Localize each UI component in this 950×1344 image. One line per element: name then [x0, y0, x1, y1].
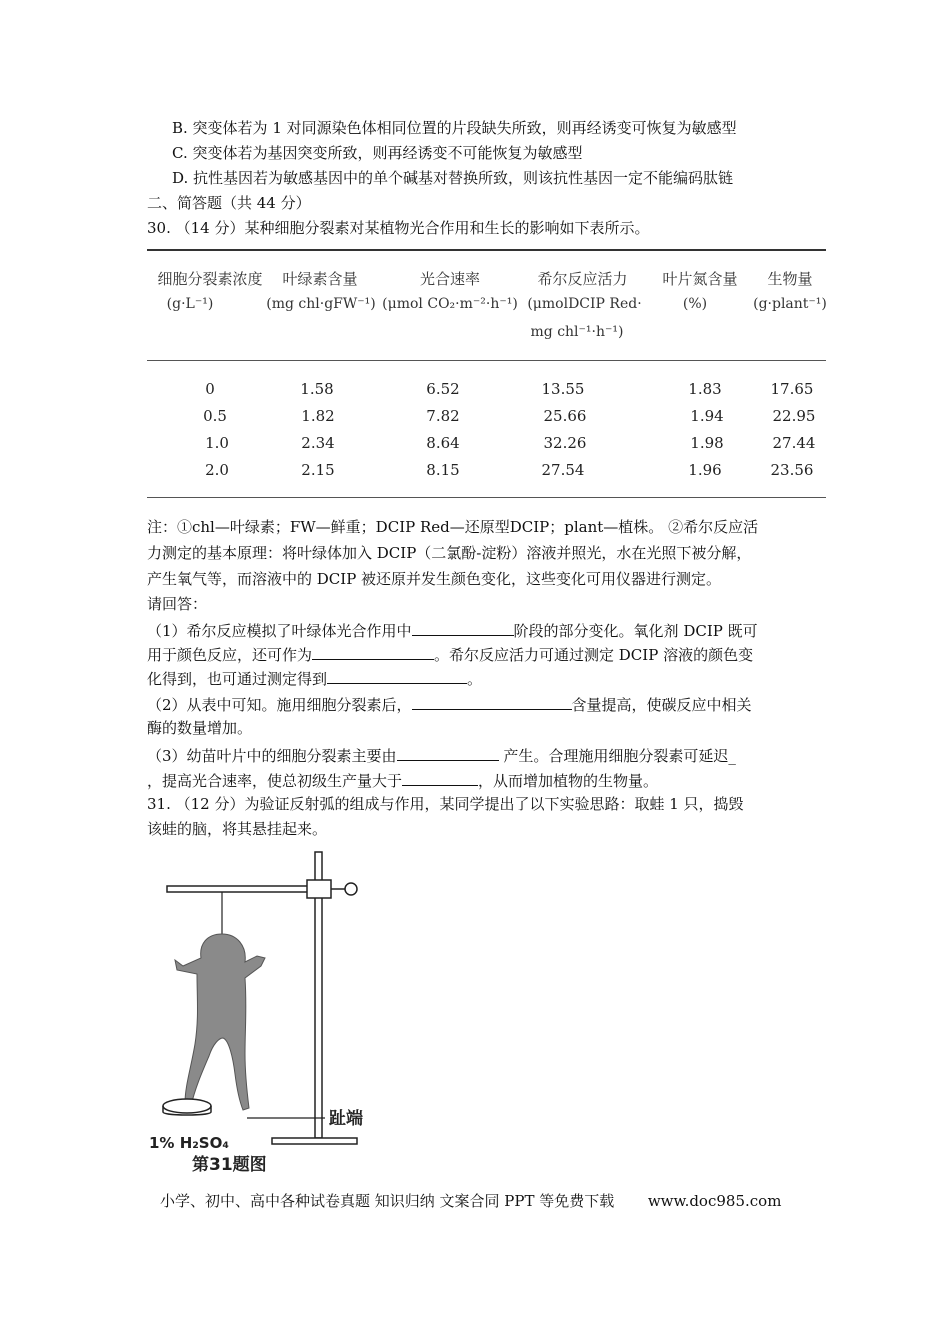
stand-base — [272, 1138, 357, 1144]
stand-arm — [167, 886, 317, 892]
option-d: D. 抗性基因若为敏感基因中的单个碱基对替换所致，则该抗性基因一定不能编码肽链 — [172, 169, 734, 187]
footer-text: 小学、初中、高中各种试卷真题 知识归纳 文案合同 PPT 等免费下载 — [160, 1192, 615, 1210]
table-cell: 0 — [205, 380, 215, 398]
table-cell: 22.95 — [772, 407, 816, 425]
table-cell: 1.0 — [205, 434, 229, 452]
q30-intro: 30. （14 分）某种细胞分裂素对某植物光合作用和生长的影响如下表所示。 — [147, 219, 650, 237]
answer-blank-5[interactable] — [397, 744, 499, 761]
answer-blank-1[interactable] — [412, 619, 514, 636]
table-header-5: 生物量 — [767, 270, 813, 288]
table-cell: 17.65 — [770, 380, 814, 398]
table-bottom-rule — [147, 497, 826, 498]
q30-part2-text-a: （2）从表中可知。施用细胞分裂素后， — [147, 696, 412, 714]
answer-blank-2[interactable] — [312, 643, 434, 660]
note-line-3: 产生氧气等，而溶液中的 DCIP 被还原并发生颜色变化，这些变化可用仪器进行测定。 — [147, 570, 722, 588]
q30-part1-line2 — [147, 643, 753, 665]
table-header-4: 叶片氮含量 — [662, 270, 738, 288]
table-top-rule — [147, 249, 826, 251]
frog-silhouette — [175, 934, 265, 1110]
q30-part2-line2: 酶的数量增加。 — [147, 719, 253, 737]
q30-part1-text-c: 用于颜色反应，还可作为 — [147, 646, 313, 664]
table-cell: 2.0 — [205, 461, 229, 479]
figure-caption: 第31题图 — [192, 1155, 267, 1175]
acid-label: 1% H₂SO₄ — [149, 1134, 229, 1152]
table-cell: 27.54 — [541, 461, 585, 479]
q30-part2-text-b: 含量提高，使碳反应中相关 — [571, 696, 752, 714]
table-unit-0: (g·L⁻¹) — [166, 296, 214, 312]
table-cell: 23.56 — [770, 461, 814, 479]
frog-stand-illustration — [147, 848, 397, 1178]
note-line-2: 力测定的基本原理：将叶绿体加入 DCIP（二氯酚-淀粉）溶液并照光，水在光照下被分解， — [147, 544, 752, 562]
note-line-1: 注：①chl—叶绿素；FW—鲜重；DCIP Red—还原型DCIP；plant—植株。 ②希尔反应活 — [147, 518, 759, 536]
table-unit-3: (μmolDCIP Red· — [527, 296, 642, 312]
q30-part1-text-a: （1）希尔反应模拟了叶绿体光合作用中 — [147, 622, 412, 640]
q30-part1-line1 — [147, 619, 758, 641]
q30-part3-text-c: ，提高光合速率，使总初级生产量大于 — [147, 772, 403, 790]
table-unit-3b: mg chl⁻¹·h⁻¹) — [530, 324, 624, 340]
table-cell: 13.55 — [541, 380, 585, 398]
table-cell: 1.94 — [690, 407, 724, 425]
table-cell: 25.66 — [543, 407, 587, 425]
table-cell: 1.58 — [300, 380, 334, 398]
toe-label: 趾端 — [329, 1109, 363, 1129]
table-cell: 7.82 — [426, 407, 460, 425]
q30-part2-line1 — [147, 693, 752, 715]
q31-line2: 该蛙的脑，将其悬挂起来。 — [147, 820, 328, 838]
q30-part1-text-f: 。 — [467, 670, 483, 688]
answer-blank-4[interactable] — [412, 693, 572, 710]
table-cell: 1.82 — [301, 407, 335, 425]
q31-figure — [147, 848, 397, 1178]
clamp-screw — [345, 883, 357, 895]
q30-part1-text-d: 。希尔反应活力可通过测定 DCIP 溶液的颜色变 — [434, 646, 754, 664]
table-header-0: 细胞分裂素浓度 — [157, 270, 263, 288]
stand-clamp — [307, 880, 331, 898]
q30-part3-text-b: 产生。合理施用细胞分裂素可延迟_ — [498, 747, 736, 765]
footer-link[interactable]: www.doc985.com — [647, 1192, 782, 1210]
table-cell: 8.64 — [426, 434, 460, 452]
q31-line1: 31. （12 分）为验证反射弧的组成与作用，某同学提出了以下实验思路：取蛙 1 只，捣毁 — [147, 795, 744, 813]
table-cell: 2.15 — [301, 461, 335, 479]
option-b: B. 突变体若为 1 对同源染色体相同位置的片段缺失所致，则再经诱变可恢复为敏感型 — [172, 119, 737, 137]
table-cell: 8.15 — [426, 461, 460, 479]
q30-part3-text-d: ，从而增加植物的生物量。 — [478, 772, 659, 790]
table-mid-rule — [147, 360, 826, 361]
table-header-1: 叶绿素含量 — [282, 270, 358, 288]
table-cell: 6.52 — [426, 380, 460, 398]
table-cell: 1.98 — [690, 434, 724, 452]
table-cell: 27.44 — [772, 434, 816, 452]
table-header-3: 希尔反应活力 — [537, 270, 628, 288]
table-unit-4: (%) — [682, 296, 708, 312]
q30-part1-text-e: 化得到，也可通过测定得到 — [147, 670, 328, 688]
q30-part3-line2 — [147, 769, 658, 791]
acid-dish — [163, 1099, 211, 1113]
table-cell: 1.83 — [688, 380, 722, 398]
q30-part1-line3 — [147, 667, 482, 689]
table-unit-5: (g·plant⁻¹) — [753, 296, 827, 312]
table-cell: 2.34 — [301, 434, 335, 452]
q30-part1-text-b: 阶段的部分变化。氧化剂 DCIP 既可 — [513, 622, 758, 640]
table-cell: 32.26 — [543, 434, 587, 452]
table-cell: 0.5 — [203, 407, 227, 425]
page-footer — [160, 1190, 781, 1211]
table-cell: 1.96 — [688, 461, 722, 479]
q30-part3-line1 — [147, 744, 736, 766]
answer-blank-6[interactable] — [402, 769, 478, 786]
table-header-2: 光合速率 — [419, 270, 480, 288]
table-unit-2: (μmol CO₂·m⁻²·h⁻¹) — [382, 296, 518, 312]
table-unit-1: (mg chl·gFW⁻¹) — [266, 296, 376, 312]
q30-part3-text-a: （3）幼苗叶片中的细胞分裂素主要由 — [147, 747, 397, 765]
answer-blank-3[interactable] — [327, 667, 467, 684]
option-c: C. 突变体若为基因突变所致，则再经诱变不可能恢复为敏感型 — [172, 144, 583, 162]
section-heading: 二、简答题（共 44 分） — [147, 194, 311, 212]
ask-label: 请回答： — [147, 595, 208, 613]
